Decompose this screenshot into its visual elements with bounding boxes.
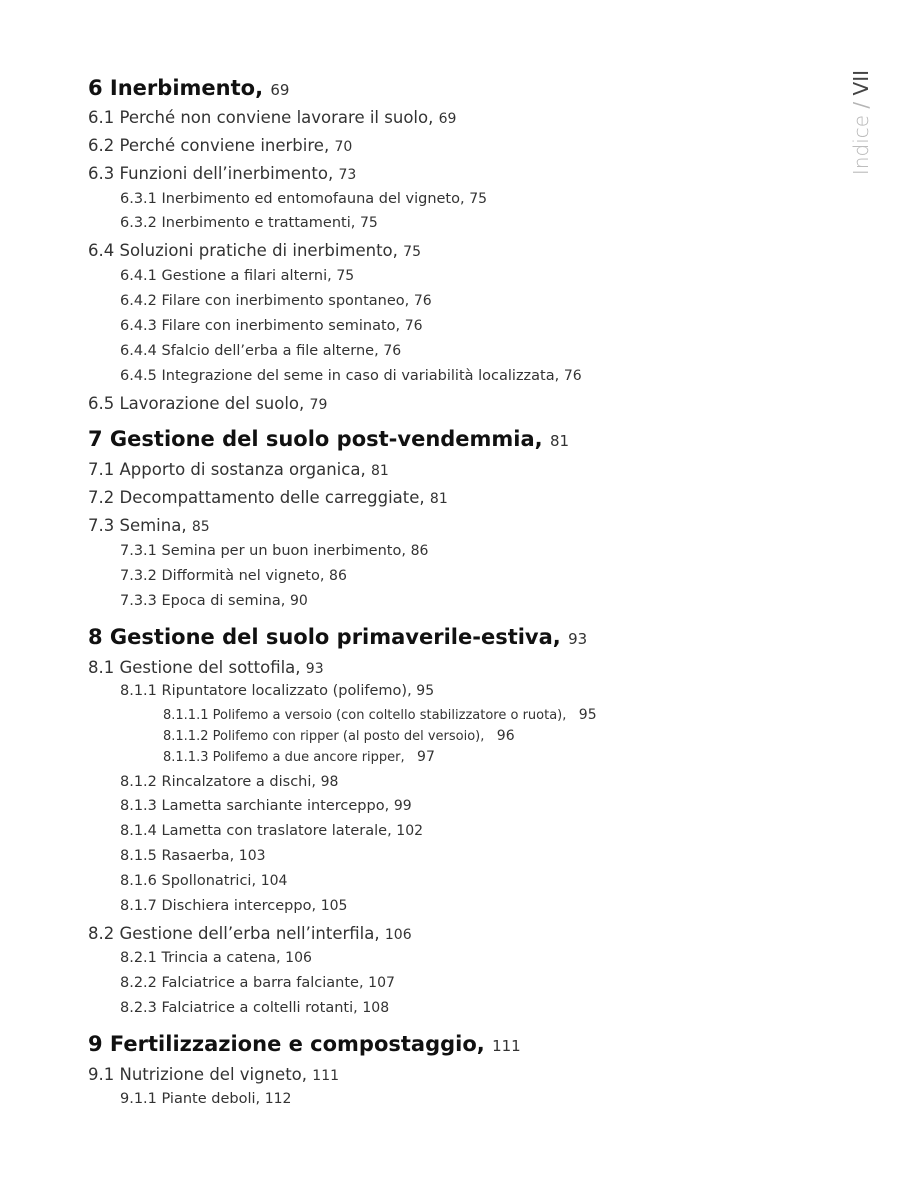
toc-entry-title: 8.1.2 Rincalzatore a dischi <box>120 774 312 790</box>
toc-entry-page: 96 <box>496 728 515 744</box>
toc-entry-page: 75 <box>403 244 421 260</box>
chapter-entry[interactable] <box>88 627 587 648</box>
toc-entry-title: 8.1.1.2 Polifemo con ripper (al posto del versoio) <box>163 729 481 744</box>
toc-entry-title: 9.1 Nutrizione del vigneto <box>88 1065 302 1084</box>
subsubsection-entry[interactable] <box>163 708 597 722</box>
toc-entry-separator: , <box>374 924 385 943</box>
subsection-entry[interactable] <box>120 976 395 991</box>
toc-entry-page: 108 <box>362 1000 390 1016</box>
toc-entry-title: 8.1 Gestione del sottofila <box>88 658 296 677</box>
toc-entry-page: 76 <box>563 368 582 384</box>
toc-entry-title: 6.4 Soluzioni pratiche di inerbimento <box>88 241 393 260</box>
toc-entry-separator: , <box>387 823 397 839</box>
toc-entry-page: 81 <box>429 491 448 507</box>
toc-entry-page: 76 <box>413 293 432 309</box>
chapter-entry[interactable] <box>88 1034 521 1055</box>
subsection-entry[interactable] <box>120 216 378 231</box>
subsection-entry[interactable] <box>120 569 347 584</box>
toc-entry-separator: , <box>327 268 337 284</box>
toc-entry-title: 8.1.1 Ripuntatore localizzato (polifemo) <box>120 683 408 699</box>
toc-entry-separator: , <box>251 873 261 889</box>
toc-entry-title: 7.3.3 Epoca di semina <box>120 593 281 609</box>
toc-entry-separator: , <box>400 750 418 765</box>
running-head-section: Indice <box>849 114 873 176</box>
subsection-entry[interactable] <box>120 594 308 609</box>
section-entry[interactable] <box>88 660 324 677</box>
toc-entry-separator: , <box>392 241 404 260</box>
toc-entry-title: 6.4.2 Filare con inerbimento spontaneo <box>120 293 405 309</box>
subsection-entry[interactable] <box>120 849 266 864</box>
toc-entry-page: 93 <box>305 661 324 677</box>
toc-entry-page: 75 <box>469 191 488 207</box>
toc-entry-title: 6.4.5 Integrazione del seme in caso di variabilità localizzata <box>120 368 555 384</box>
toc-entry-separator: , <box>280 593 290 609</box>
toc-entry-page: 104 <box>260 873 288 889</box>
toc-entry-separator: , <box>353 1000 363 1016</box>
subsection-entry[interactable] <box>120 344 401 359</box>
toc-entry-separator: , <box>350 215 360 231</box>
subsection-entry[interactable] <box>120 269 354 284</box>
toc-entry-title: 9 Fertilizzazione e compostaggio <box>88 1032 477 1056</box>
toc-entry-page: 111 <box>312 1068 340 1084</box>
toc-entry-separator: , <box>562 708 579 723</box>
toc-entry-page: 90 <box>289 593 308 609</box>
subsection-entry[interactable] <box>120 192 487 207</box>
toc-entry-page: 112 <box>264 1091 292 1107</box>
toc-entry-page: 86 <box>329 568 347 584</box>
toc-entry-separator: , <box>480 729 497 744</box>
toc-entry-page: 111 <box>492 1037 521 1055</box>
subsection-entry[interactable] <box>120 544 428 559</box>
subsubsection-entry[interactable] <box>163 729 515 743</box>
subsection-entry[interactable] <box>120 369 582 384</box>
toc-entry-title: 6.5 Lavorazione del suolo <box>88 394 300 413</box>
toc-entry-page: 95 <box>416 683 435 699</box>
toc-entry-title: 7.2 Decompattamento delle carreggiate <box>88 488 420 507</box>
running-head-separator: / <box>849 95 873 115</box>
toc-entry-page: 81 <box>549 432 570 450</box>
toc-entry-page: 81 <box>370 463 389 479</box>
toc-entry-page: 70 <box>334 139 353 155</box>
toc-entry-page: 69 <box>270 81 290 99</box>
chapter-entry[interactable] <box>88 78 289 99</box>
toc-entry-separator: , <box>319 568 330 584</box>
subsection-entry[interactable] <box>120 824 423 839</box>
subsection-entry[interactable] <box>120 294 432 309</box>
toc-entry-page: 86 <box>410 543 429 559</box>
toc-entry-separator: , <box>275 950 286 966</box>
toc-entry-separator: , <box>401 543 411 559</box>
toc-entry-title: 7.3.1 Semina per un buon inerbimento <box>120 543 402 559</box>
section-entry[interactable] <box>88 138 352 155</box>
toc-entry-separator: , <box>295 658 306 677</box>
toc-entry-title: 8.1.4 Lametta con traslatore laterale <box>120 823 388 839</box>
toc-entry-page: 98 <box>320 774 339 790</box>
toc-entry-page: 99 <box>393 798 412 814</box>
toc-entry-separator: , <box>554 368 564 384</box>
toc-entry-title: 7.3.2 Difformità nel vigneto <box>120 568 320 584</box>
subsection-entry[interactable] <box>120 951 312 966</box>
toc-entry-page: 75 <box>336 268 355 284</box>
toc-entry-title: 8.2.1 Trincia a catena <box>120 950 276 966</box>
toc-entry-separator: , <box>428 108 439 127</box>
toc-entry-title: 7 Gestione del suolo post-vendemmia <box>88 427 535 451</box>
toc-entry-page: 95 <box>578 707 597 723</box>
section-entry[interactable] <box>88 396 327 413</box>
toc-entry-page: 76 <box>383 343 402 359</box>
chapter-entry[interactable] <box>88 429 569 450</box>
toc-entry-title: 8.1.5 Rasaerba <box>120 848 230 864</box>
running-head <box>843 70 879 190</box>
toc-entry-page: 85 <box>191 519 210 535</box>
toc-entry-page: 106 <box>285 950 312 966</box>
toc-entry-title: 6.3.1 Inerbimento ed entomofauna del vigneto <box>120 191 460 207</box>
toc-entry-title: 6.3 Funzioni dell’inerbimento <box>88 164 328 183</box>
toc-entry-separator: , <box>476 1032 493 1056</box>
subsection-entry[interactable] <box>120 319 423 334</box>
section-entry[interactable] <box>88 490 448 507</box>
toc-entry-title: 8.2 Gestione dell’erba nell’interfila <box>88 924 375 943</box>
toc-entry-title: 7.1 Apporto di sostanza organica <box>88 460 361 479</box>
toc-entry-title: 8 Gestione del suolo primaverile-estiva <box>88 625 553 649</box>
section-entry[interactable] <box>88 1067 339 1084</box>
toc-entry-separator: , <box>301 1065 313 1084</box>
section-entry[interactable] <box>88 166 356 183</box>
toc-entry-title: 7.3 Semina <box>88 516 182 535</box>
toc-entry-separator: , <box>419 488 430 507</box>
toc-entry-separator: , <box>229 848 239 864</box>
toc-entry-separator: , <box>384 798 394 814</box>
toc-entry-separator: , <box>311 774 321 790</box>
toc-entry-page: 102 <box>396 823 424 839</box>
toc-entry-title: 6.4.1 Gestione a filari alterni <box>120 268 328 284</box>
toc-entry-page: 75 <box>359 215 378 231</box>
subsection-entry[interactable] <box>120 874 287 889</box>
subsection-entry[interactable] <box>120 775 338 790</box>
subsection-entry[interactable] <box>120 684 434 699</box>
section-entry[interactable] <box>88 926 412 943</box>
toc-entry-separator: , <box>404 293 414 309</box>
toc-entry-title: 8.1.6 Spollonatrici <box>120 873 252 889</box>
toc-entry-title: 8.2.3 Falciatrice a coltelli rotanti <box>120 1000 354 1016</box>
page-number: VII <box>849 70 873 96</box>
subsection-entry[interactable] <box>120 1001 389 1016</box>
toc-entry-title: 6.1 Perché non conviene lavorare il suolo <box>88 108 429 127</box>
toc-entry-title: 6.2 Perché conviene inerbire <box>88 136 324 155</box>
toc-entry-separator: , <box>358 975 369 991</box>
subsection-entry[interactable] <box>120 1092 291 1107</box>
toc-entry-separator: , <box>311 898 321 914</box>
toc-entry-title: 6.4.3 Filare con inerbimento seminato <box>120 318 396 334</box>
toc-entry-separator: , <box>395 318 405 334</box>
toc-entry-separator: , <box>552 625 569 649</box>
toc-entry-page: 73 <box>338 167 357 183</box>
toc-entry-page: 105 <box>320 898 348 914</box>
toc-entry-separator: , <box>534 427 550 451</box>
toc-entry-separator: , <box>255 76 271 100</box>
section-entry[interactable] <box>88 243 421 260</box>
toc-entry-separator: , <box>299 394 310 413</box>
toc-entry-title: 8.1.7 Dischiera interceppo <box>120 898 312 914</box>
toc-entry-title: 8.1.1.1 Polifemo a versoio (con coltello stabilizzatore o ruota) <box>163 708 563 723</box>
toc-entry-separator: , <box>327 164 339 183</box>
toc-entry-page: 93 <box>568 630 588 648</box>
toc-entry-separator: , <box>323 136 335 155</box>
section-entry[interactable] <box>88 518 210 535</box>
section-entry[interactable] <box>88 110 456 127</box>
toc-entry-title: 8.2.2 Falciatrice a barra falciante <box>120 975 359 991</box>
toc-entry-separator: , <box>374 343 384 359</box>
toc-entry-page: 76 <box>404 318 423 334</box>
subsubsection-entry[interactable] <box>163 750 435 764</box>
toc-entry-separator: , <box>255 1091 265 1107</box>
toc-entry-title: 6 Inerbimento <box>88 76 256 100</box>
toc-entry-separator: , <box>360 460 371 479</box>
toc-entry-separator: , <box>181 516 192 535</box>
toc-entry-title: 9.1.1 Piante deboli <box>120 1091 256 1107</box>
toc-entry-title: 8.1.1.3 Polifemo a due ancore ripper <box>163 750 401 765</box>
toc-entry-page: 79 <box>309 397 328 413</box>
toc-entry-page: 69 <box>438 111 457 127</box>
subsection-entry[interactable] <box>120 899 347 914</box>
toc-entry-title: 6.4.4 Sfalcio dell’erba a file alterne <box>120 343 375 359</box>
toc-entry-page: 107 <box>368 975 395 991</box>
section-entry[interactable] <box>88 462 389 479</box>
toc-entry-page: 103 <box>238 848 266 864</box>
toc-entry-separator: , <box>460 191 470 207</box>
toc-entry-separator: , <box>407 683 417 699</box>
subsection-entry[interactable] <box>120 799 412 814</box>
toc-entry-title: 6.3.2 Inerbimento e trattamenti <box>120 215 351 231</box>
toc-entry-title: 8.1.3 Lametta sarchiante interceppo <box>120 798 385 814</box>
toc-entry-page: 97 <box>417 749 435 765</box>
toc-entry-page: 106 <box>384 927 412 943</box>
